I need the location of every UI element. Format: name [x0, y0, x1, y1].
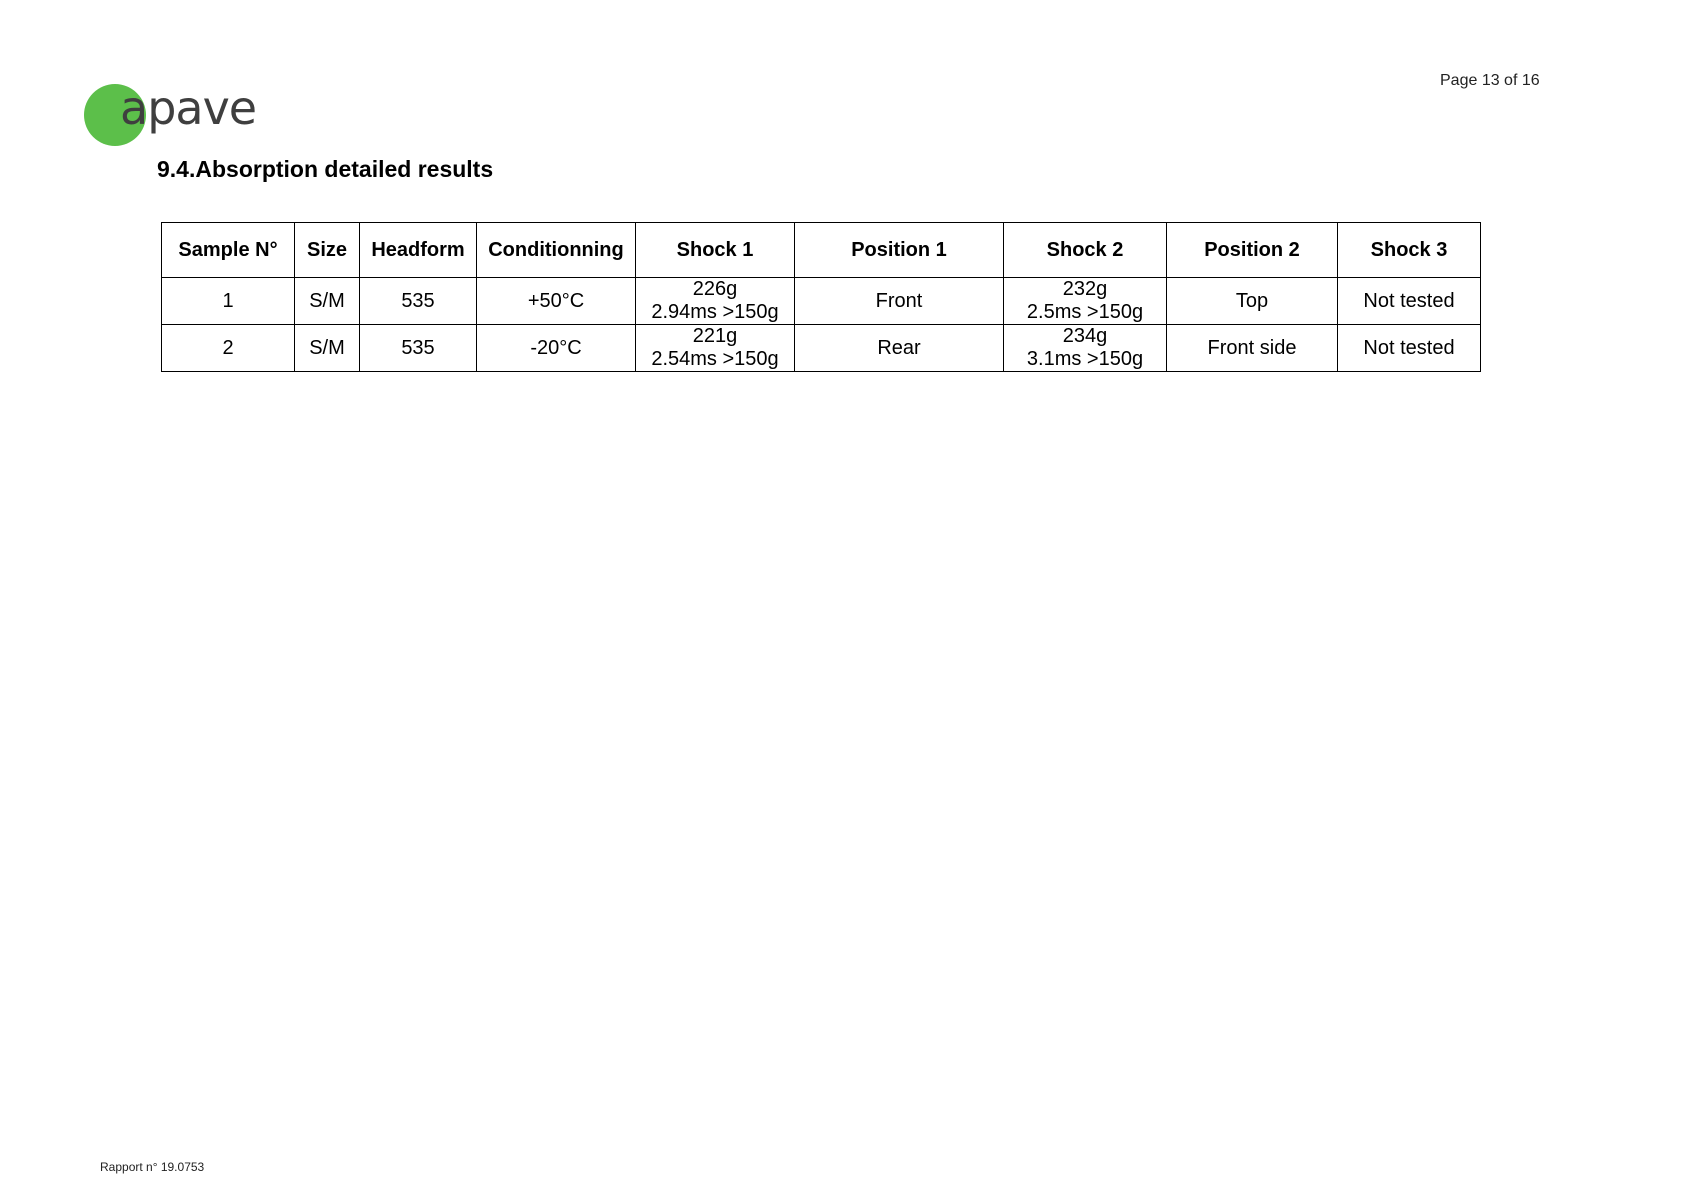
cell-conditioning: +50°C [477, 278, 636, 325]
cell-shock-3: Not tested [1338, 278, 1481, 325]
column-header-shock-2: Shock 2 [1004, 223, 1167, 278]
logo-text: apave [120, 81, 257, 135]
cell-shock-3: Not tested [1338, 325, 1481, 372]
cell-sample: 2 [162, 325, 295, 372]
cell-conditioning: -20°C [477, 325, 636, 372]
table-header-row [162, 223, 1481, 278]
cell-position-1: Rear [795, 325, 1004, 372]
column-header-size: Size [295, 223, 360, 278]
cell-position-1: Front [795, 278, 1004, 325]
table-row [162, 278, 1481, 325]
cell-shock-2 [1004, 325, 1167, 372]
shock-1-peak: 221g [692, 325, 738, 347]
shock-2-peak: 234g [1062, 325, 1108, 347]
cell-size: S/M [295, 278, 360, 325]
cell-headform: 535 [360, 325, 477, 372]
page-number: Page 13 of 16 [1440, 72, 1540, 89]
cell-headform: 535 [360, 278, 477, 325]
column-header-shock-1: Shock 1 [636, 223, 795, 278]
shock-1-duration: 2.54ms >150g [651, 348, 779, 370]
column-header-sample: Sample N° [162, 223, 295, 278]
cell-sample: 1 [162, 278, 295, 325]
column-header-headform: Headform [360, 223, 477, 278]
absorption-results-table [161, 222, 1481, 372]
shock-2-duration: 2.5ms >150g [1026, 301, 1144, 323]
cell-position-2: Top [1167, 278, 1338, 325]
shock-2-peak: 232g [1062, 278, 1108, 300]
table-row [162, 325, 1481, 372]
section-title: 9.4.Absorption detailed results [157, 156, 494, 182]
column-header-position-2: Position 2 [1167, 223, 1338, 278]
column-header-shock-3: Shock 3 [1338, 223, 1481, 278]
apave-logo [84, 81, 264, 148]
column-header-position-1: Position 1 [795, 223, 1004, 278]
shock-1-duration: 2.94ms >150g [651, 301, 779, 323]
shock-1-peak: 226g [692, 278, 738, 300]
cell-size: S/M [295, 325, 360, 372]
column-header-conditioning: Conditionning [477, 223, 636, 278]
cell-shock-1 [636, 278, 795, 325]
cell-shock-1 [636, 325, 795, 372]
cell-shock-2 [1004, 278, 1167, 325]
shock-2-duration: 3.1ms >150g [1026, 348, 1144, 370]
cell-position-2: Front side [1167, 325, 1338, 372]
report-number: Rapport n° 19.0753 [100, 1160, 205, 1174]
